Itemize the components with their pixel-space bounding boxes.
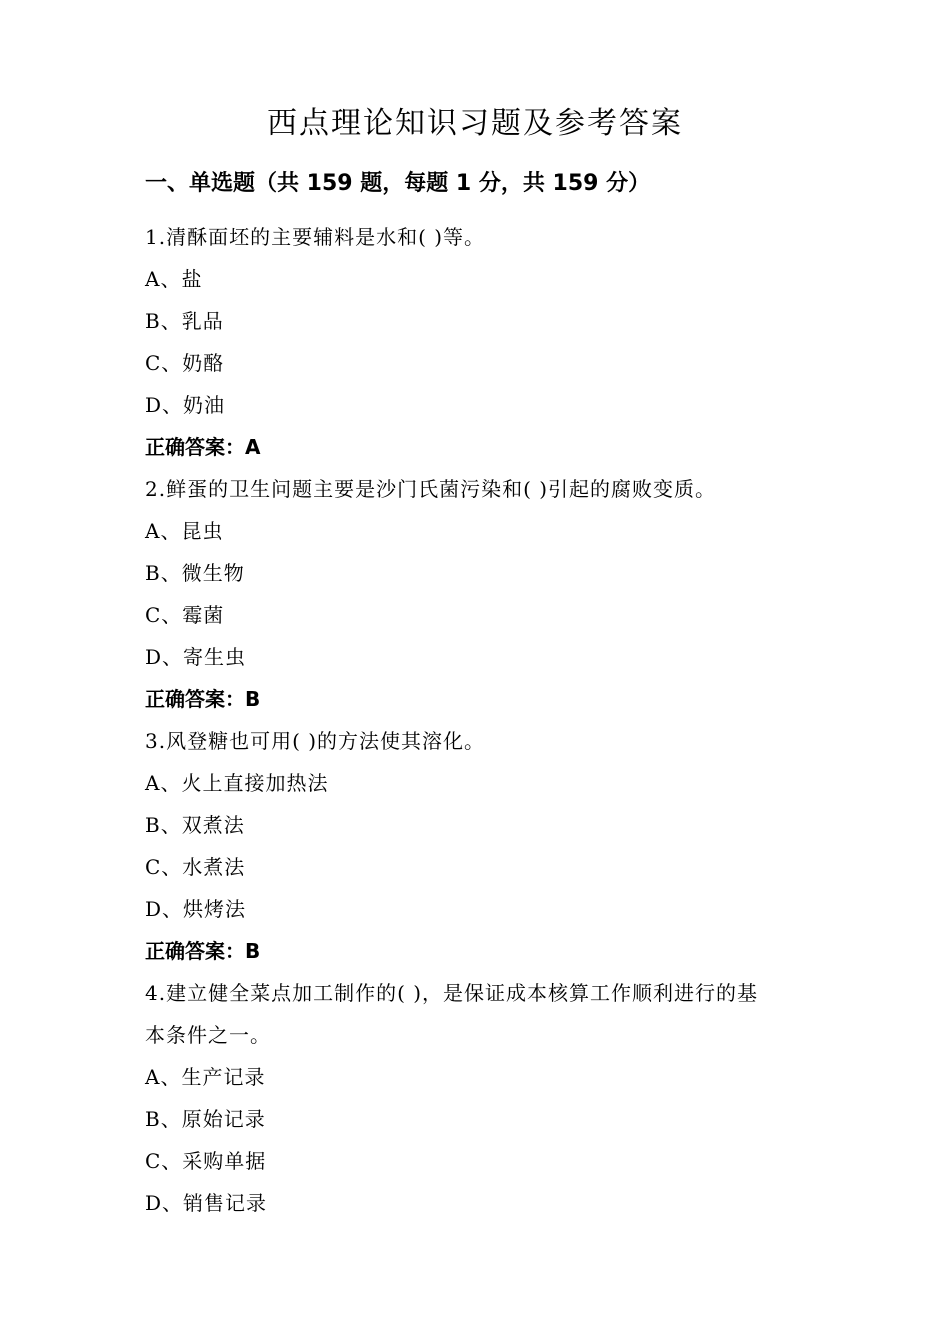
question-list	[145, 216, 815, 1224]
option-d: D、奶油	[145, 393, 226, 417]
question-stem: 3.风登糖也可用( )的方法使其溶化。	[145, 729, 486, 753]
option-a: A、生产记录	[145, 1065, 266, 1089]
correct-answer: 正确答案：B	[145, 939, 261, 963]
question-2	[145, 468, 815, 720]
option-d: D、烘烤法	[145, 897, 247, 921]
option-a: A、盐	[145, 267, 203, 291]
question-stem-line-1: 4.建立健全菜点加工制作的( )，是保证成本核算工作顺利进行的基	[145, 981, 759, 1005]
option-d: D、销售记录	[145, 1191, 268, 1215]
option-b: B、双煮法	[145, 813, 245, 837]
question-3	[145, 720, 815, 972]
option-b: B、微生物	[145, 561, 245, 585]
option-b: B、原始记录	[145, 1107, 266, 1131]
option-c: C、奶酪	[145, 351, 225, 375]
option-b: B、乳品	[145, 309, 224, 333]
option-a: A、火上直接加热法	[145, 771, 329, 795]
option-c: C、霉菌	[145, 603, 225, 627]
section-heading: 一、单选题（共 159 题，每题 1 分，共 159 分）	[145, 171, 651, 196]
question-stem-line-2: 本条件之一。	[145, 1023, 271, 1047]
question-stem: 1.清酥面坯的主要辅料是水和( )等。	[145, 225, 486, 249]
question-stem: 2.鲜蛋的卫生问题主要是沙门氏菌污染和( )引起的腐败变质。	[145, 477, 717, 501]
question-1	[145, 216, 815, 468]
option-a: A、昆虫	[145, 519, 224, 543]
option-c: C、采购单据	[145, 1149, 267, 1173]
option-c: C、水煮法	[145, 855, 246, 879]
question-4	[145, 972, 815, 1224]
option-d: D、寄生虫	[145, 645, 247, 669]
correct-answer: 正确答案：B	[145, 687, 261, 711]
document-title: 西点理论知识习题及参考答案	[267, 106, 683, 141]
correct-answer: 正确答案：A	[145, 435, 261, 459]
